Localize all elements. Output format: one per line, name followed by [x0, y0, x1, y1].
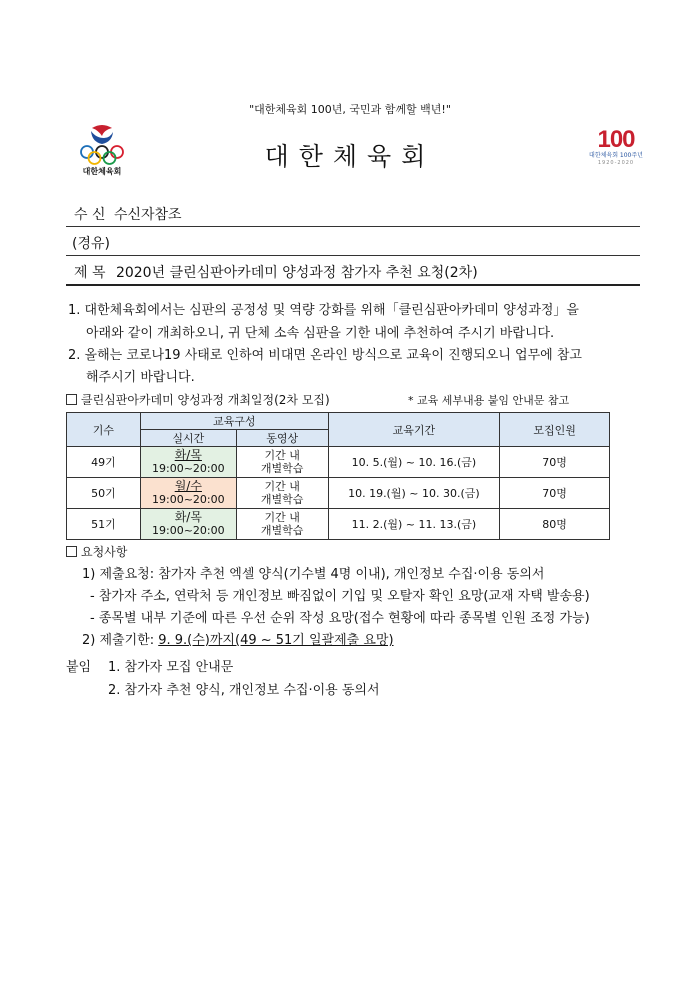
live-time: 19:00~20:00	[152, 524, 225, 537]
deadline-value: 9. 9.(수)까지(49 ~ 51기 일괄제출 요망)	[158, 633, 394, 648]
table-header-row	[67, 413, 610, 430]
divider	[66, 284, 640, 286]
divider	[66, 255, 640, 256]
cell-capacity: 70명	[500, 478, 610, 509]
recipient-line	[74, 204, 182, 224]
cell-live	[140, 478, 236, 509]
live-time: 19:00~20:00	[152, 493, 225, 506]
recipient-value: 수신자참조	[113, 207, 182, 223]
request-title	[66, 543, 127, 560]
divider	[66, 226, 640, 227]
attachment-label: 붙임	[66, 660, 92, 675]
recipient-label: 수 신	[74, 207, 106, 223]
centennial-caption: 대한체육회 100주년	[589, 152, 643, 159]
motto: "대한체육회 100년, 국민과 함께할 백년!"	[249, 103, 451, 116]
video-line-2: 개별학습	[260, 462, 304, 475]
live-days: 화/목	[174, 448, 202, 462]
video-line-2: 개별학습	[260, 524, 304, 537]
via-line: (경유)	[72, 236, 110, 252]
request-item-2	[82, 629, 394, 648]
subject-value: 2020년 클린심판아카데미 양성과정 참가자 추천 요청(2차)	[115, 265, 478, 281]
table-row	[67, 447, 610, 478]
attachment-item-2: 2. 참가자 추천 양식, 개인정보 수집·이용 동의서	[108, 683, 380, 698]
request-title-text: 요청사항	[81, 545, 128, 559]
paragraph-1-line-1: 1. 대한체육회에서는 심판의 공정성 및 역량 강화를 위해「클린심판아카데미 양성과정」을	[68, 303, 579, 318]
live-days: 월/수	[174, 479, 202, 493]
logo-left-label: 대한체육회	[82, 167, 122, 176]
subject-label: 제 목	[74, 265, 106, 281]
schedule-title	[66, 391, 330, 408]
header-composition: 교육구성	[140, 413, 328, 430]
schedule-note: * 교육 세부내용 붙임 안내문 참고	[408, 394, 570, 407]
checkbox-icon	[66, 394, 77, 405]
cell-video	[236, 509, 328, 540]
table-row	[67, 509, 610, 540]
cell-cohort: 50기	[67, 478, 141, 509]
paragraph-2-line-2: 해주시기 바랍니다.	[86, 370, 195, 385]
header-live: 실시간	[140, 430, 236, 447]
checkbox-icon	[66, 546, 77, 557]
centennial-logo	[586, 128, 646, 168]
cell-live	[140, 509, 236, 540]
cell-cohort: 49기	[67, 447, 141, 478]
header-period: 교육기간	[328, 413, 500, 447]
cell-capacity: 70명	[500, 447, 610, 478]
paragraph-1-line-2: 아래와 같이 개최하오니, 귀 단체 소속 심판을 기한 내에 추천하여 주시기 바랍니다.	[86, 326, 555, 341]
request-dash-2: - 종목별 내부 기준에 따른 우선 순위 작성 요망(접수 현황에 따라 종목별 인원 조정 가능)	[90, 611, 590, 626]
org-title: 대한체육회	[264, 142, 436, 171]
live-time: 19:00~20:00	[152, 462, 225, 475]
table-row	[67, 478, 610, 509]
video-line-1: 기간 내	[264, 480, 300, 493]
subject-line	[74, 262, 478, 282]
schedule-table	[66, 412, 610, 540]
cell-period: 10. 5.(월) ~ 10. 16.(금)	[328, 447, 500, 478]
cell-capacity: 80명	[500, 509, 610, 540]
header-cohort: 기수	[67, 413, 141, 447]
schedule-title-text: 클린심판아카데미 양성과정 개최일정(2차 모집)	[81, 393, 330, 407]
request-item-1: 1) 제출요청: 참가자 추천 엑셀 양식(기수별 4명 이내), 개인정보 수집·이용 동의서	[82, 567, 545, 582]
cell-cohort: 51기	[67, 509, 141, 540]
live-days: 화/목	[174, 510, 202, 524]
centennial-years: 1920-2020	[597, 160, 635, 166]
centennial-number: 100	[597, 126, 635, 153]
paragraph-2-line-1: 2. 올해는 코로나19 사태로 인하여 비대면 온라인 방식으로 교육이 진행되오니 업무에 참고	[68, 348, 582, 363]
cell-video	[236, 478, 328, 509]
header-video: 동영상	[236, 430, 328, 447]
video-line-2: 개별학습	[260, 493, 304, 506]
header-capacity: 모집인원	[500, 413, 610, 447]
deadline-label: 2) 제출기한:	[82, 633, 159, 648]
cell-period: 10. 19.(월) ~ 10. 30.(금)	[328, 478, 500, 509]
cell-period: 11. 2.(월) ~ 11. 13.(금)	[328, 509, 500, 540]
request-dash-1: - 참가자 주소, 연락처 등 개인정보 빠짐없이 기입 및 오탈자 확인 요망(교재 자택 발송용)	[90, 589, 590, 604]
video-line-1: 기간 내	[264, 511, 300, 524]
cell-live	[140, 447, 236, 478]
video-line-1: 기간 내	[264, 449, 300, 462]
cell-video	[236, 447, 328, 478]
attachment-item-1: 1. 참가자 모집 안내문	[108, 660, 234, 675]
